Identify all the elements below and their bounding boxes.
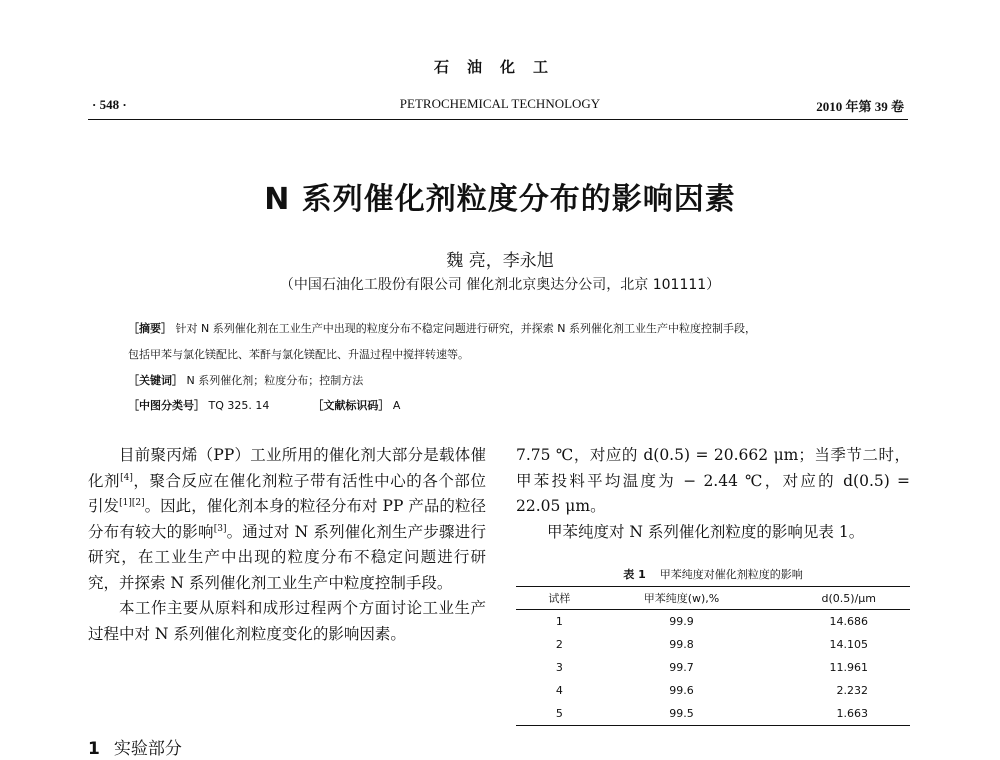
clc-label: ［中图分类号］ bbox=[128, 399, 205, 412]
table-cell: 4 bbox=[555, 684, 563, 697]
citation-3: [3] bbox=[213, 523, 227, 534]
clc-code: TQ 325. 14 bbox=[208, 399, 270, 412]
journal-title-en: PETROCHEMICAL TECHNOLOGY bbox=[399, 96, 601, 111]
p1-text-a: 目前聚丙烯（PP）工业所用的催化剂大部分是载体催化剂 bbox=[88, 446, 486, 490]
citation-1-2: [1][2] bbox=[119, 497, 145, 508]
p1-text-c: 。因此，催化剂本身的粒径分布对 PP 产品的粒径分布有较大的影响 bbox=[88, 497, 486, 541]
article-title: N 系列催化剂粒度分布的影响因素 bbox=[264, 182, 736, 217]
abstract-text-2: 包括甲苯与氯化镁配比、苯酐与氯化镁配比、升温过程中搅拌转速等。 bbox=[128, 348, 469, 361]
section-heading bbox=[88, 734, 182, 759]
table-header-row bbox=[516, 587, 910, 610]
keywords-line bbox=[128, 372, 908, 388]
table-row bbox=[516, 679, 910, 702]
year-volume: 2010 年第 39 卷 bbox=[816, 99, 904, 114]
right-column bbox=[516, 443, 910, 545]
table-row bbox=[516, 633, 910, 656]
table-header-cell: 试样 bbox=[516, 587, 603, 610]
table-caption bbox=[516, 566, 910, 582]
citation-4: [4] bbox=[120, 472, 133, 483]
journal-title-cn: 石油化工 bbox=[433, 58, 566, 76]
table-label: 表 1 bbox=[623, 568, 646, 581]
abstract-line-2 bbox=[128, 346, 908, 362]
right-paragraph-2: 甲苯纯度对 N 系列催化剂粒度的影响见表 1。 bbox=[547, 522, 865, 541]
table-row bbox=[516, 702, 910, 726]
table-cell: 14.105 bbox=[829, 638, 868, 651]
table-cell: 99.6 bbox=[669, 684, 694, 697]
doc-code: A bbox=[392, 399, 401, 412]
p1-text-d: 。通过对 N 系列催化剂生产步骤进行研究，在工业生产中出现的粒度分布不稳定问题进行研究，并探索 N 系列催化剂工业生产中粒度控制手段。 bbox=[88, 522, 486, 592]
table-cell: 99.9 bbox=[669, 615, 694, 628]
body-paragraph-1 bbox=[88, 443, 486, 596]
table-caption-text: 甲苯纯度对催化剂粒度的影响 bbox=[659, 568, 803, 581]
abstract-label: ［摘要］ bbox=[128, 322, 172, 335]
table-cell: 1 bbox=[555, 615, 563, 628]
page-number: · 548 · bbox=[92, 97, 127, 112]
p1-text-b: ，聚合反应在催化剂粒子带有活性中心的各个部位引发 bbox=[88, 471, 486, 515]
right-paragraph-1: 7.75 ℃，对应的 d(0.5) = 20.662 μm；当季节二时，甲苯投料平均温度为 − 2.44 ℃，对应的 d(0.5) = 22.05 μm。 bbox=[516, 446, 910, 515]
left-column bbox=[88, 443, 486, 647]
keywords-text: N 系列催化剂；粒度分布；控制方法 bbox=[186, 374, 364, 387]
table-cell: 14.686 bbox=[829, 615, 868, 628]
body-paragraph-2: 本工作主要从原料和成形过程两个方面讨论工业生产过程中对 N 系列催化剂粒度变化的影响因素。 bbox=[88, 599, 486, 643]
table-cell: 2.232 bbox=[836, 684, 868, 697]
classification-line bbox=[128, 397, 908, 413]
keywords-label: ［关键词］ bbox=[128, 374, 183, 387]
table-cell: 11.961 bbox=[829, 661, 868, 674]
table-cell: 2 bbox=[555, 638, 563, 651]
table-cell: 1.663 bbox=[760, 702, 910, 726]
table-header-cell: d(0.5)/μm bbox=[760, 587, 910, 610]
section-title: 实验部分 bbox=[113, 739, 182, 759]
abstract-line-1 bbox=[128, 320, 908, 336]
table-cell: 99.8 bbox=[669, 638, 694, 651]
section-number: 1 bbox=[88, 739, 100, 759]
data-table bbox=[516, 586, 910, 726]
header-rule bbox=[88, 119, 908, 120]
table-cell: 99.7 bbox=[669, 661, 694, 674]
abstract-text-1: 针对 N 系列催化剂在工业生产中出现的粒度分布不稳定问题进行研究，并探索 N 系列催化剂工业生产中粒度控制手段， bbox=[175, 322, 756, 335]
article-affiliation: （中国石油化工股份有限公司 催化剂北京奥达分公司，北京 101111） bbox=[279, 277, 721, 293]
table-cell: 3 bbox=[555, 661, 563, 674]
table-header-cell: 甲苯纯度(w),% bbox=[603, 587, 761, 610]
table-cell: 99.5 bbox=[603, 702, 761, 726]
table-row bbox=[516, 656, 910, 679]
table-cell: 5 bbox=[516, 702, 603, 726]
table-row bbox=[516, 610, 910, 634]
article-authors: 魏 亮，李永旭 bbox=[446, 251, 554, 271]
doc-code-label: ［文献标识码］ bbox=[312, 399, 390, 412]
